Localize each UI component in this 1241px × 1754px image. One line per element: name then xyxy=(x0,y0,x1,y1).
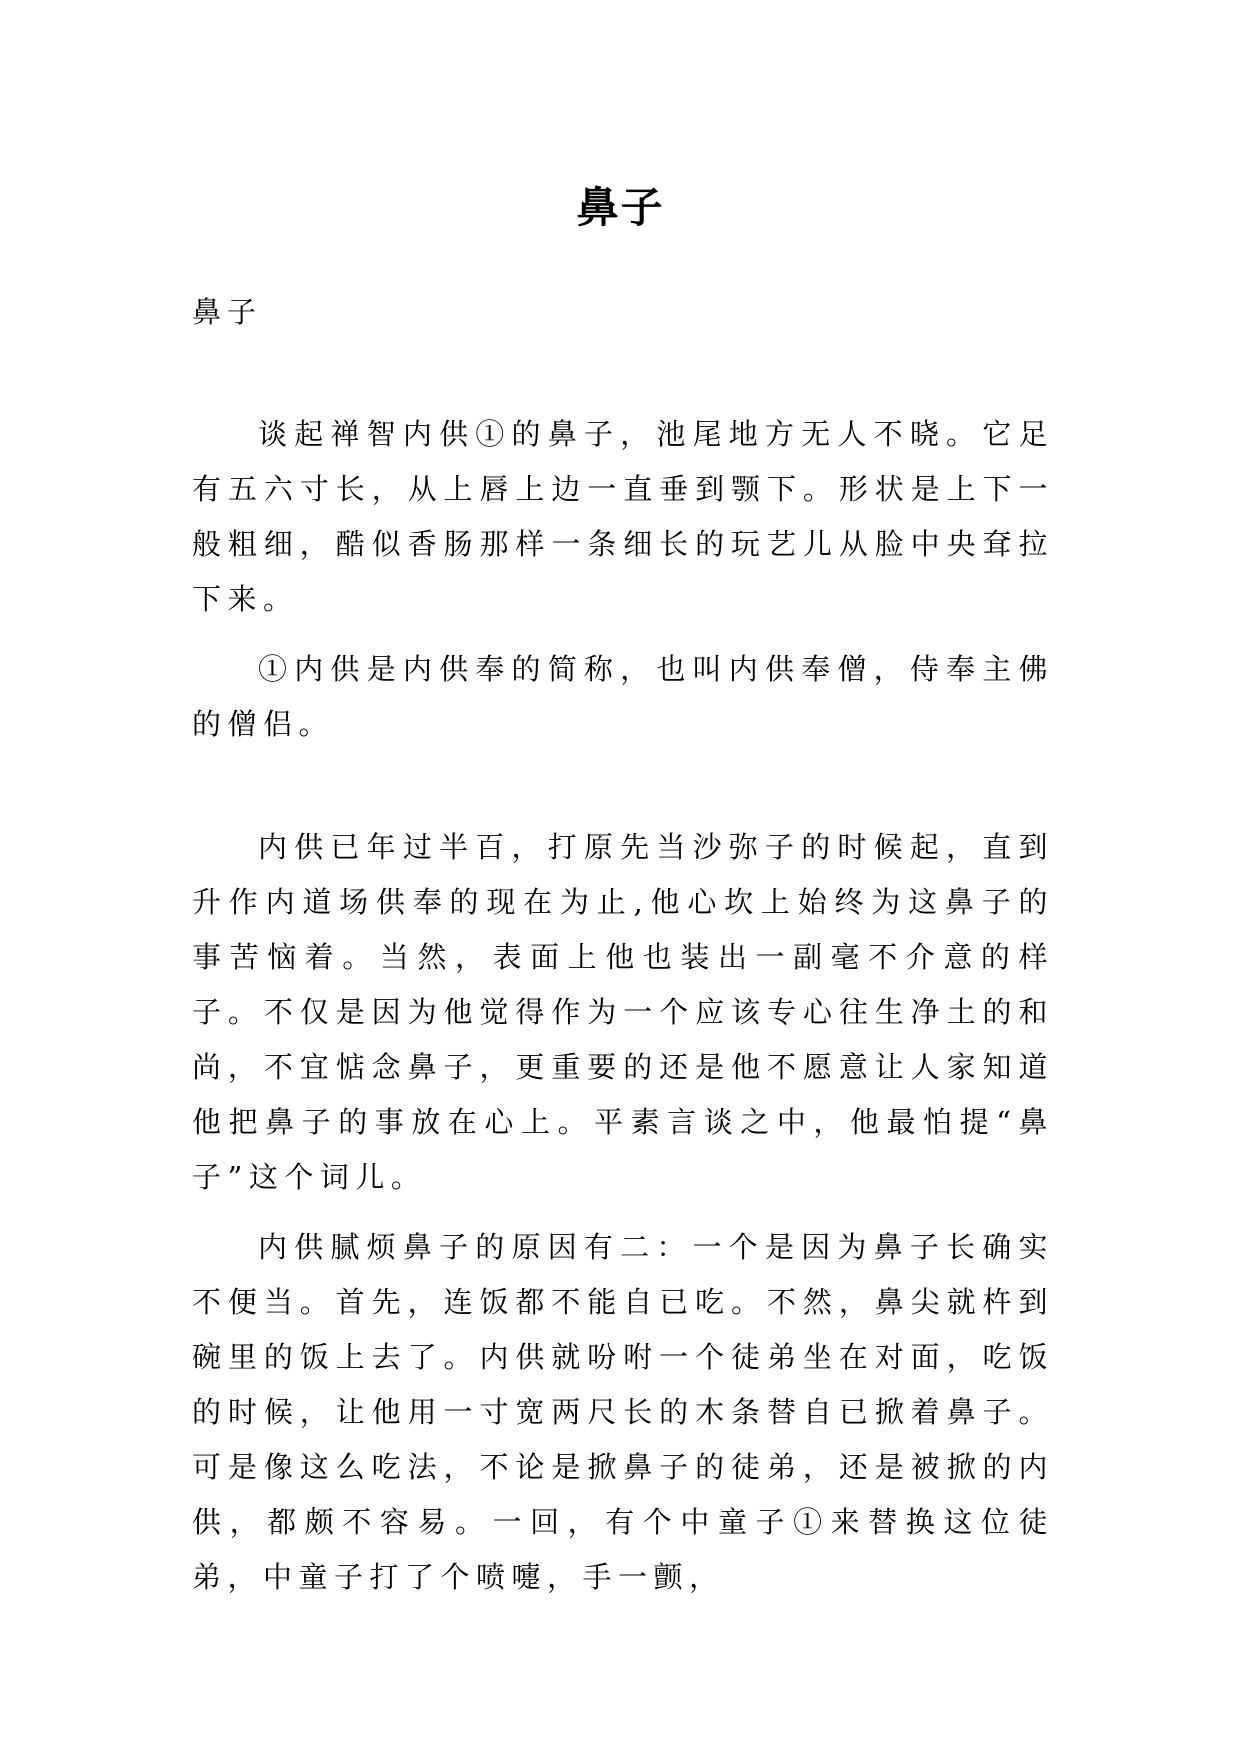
paragraph: 内供腻烦鼻子的原因有二：一个是因为鼻子长确实不便当。首先，连饭都不能自已吃。不然，鼻尖就杵到碗里的饭上去了。内供就吩咐一个徒弟坐在对面，吃饭的时候，让他用一寸宽两尺长的木条替自已掀着鼻子。可是像这么吃法，不论是掀鼻子的徒弟，还是被掀的内供，都颇不容易。一回，有个中童子①来替换这位徒弟，中童子打了个喷嚏，手一颤， xyxy=(192,1230,1054,1594)
section-heading: 鼻子 xyxy=(192,295,263,329)
paragraph: 谈起禅智内供①的鼻子，池尾地方无人不晓。它足有五六寸长，从上唇上边一直垂到颚下。形状是上下一般粗细，酷似香肠那样一条细长的玩艺儿从脸中央耷拉下来。 xyxy=(192,417,1054,616)
footnote-paragraph: ①内供是内供奉的简称，也叫内供奉僧，侍奉主佛的僧侣。 xyxy=(192,652,1054,741)
page-title: 鼻子 xyxy=(576,183,665,233)
paragraph: 内供已年过半百，打原先当沙弥子的时候起，直到升作内道场供奉的现在为止,他心坎上始终为这鼻子的事苦恼着。当然，表面上他也装出一副毫不介意的样子。不仅是因为他觉得作为一个应该专心往生净土的和尚，不宜惦念鼻子，更重要的还是他不愿意让人家知道他把鼻子的事放在心上。平素言谈之中，他最怕提“鼻子”这个词儿。 xyxy=(192,830,1054,1194)
